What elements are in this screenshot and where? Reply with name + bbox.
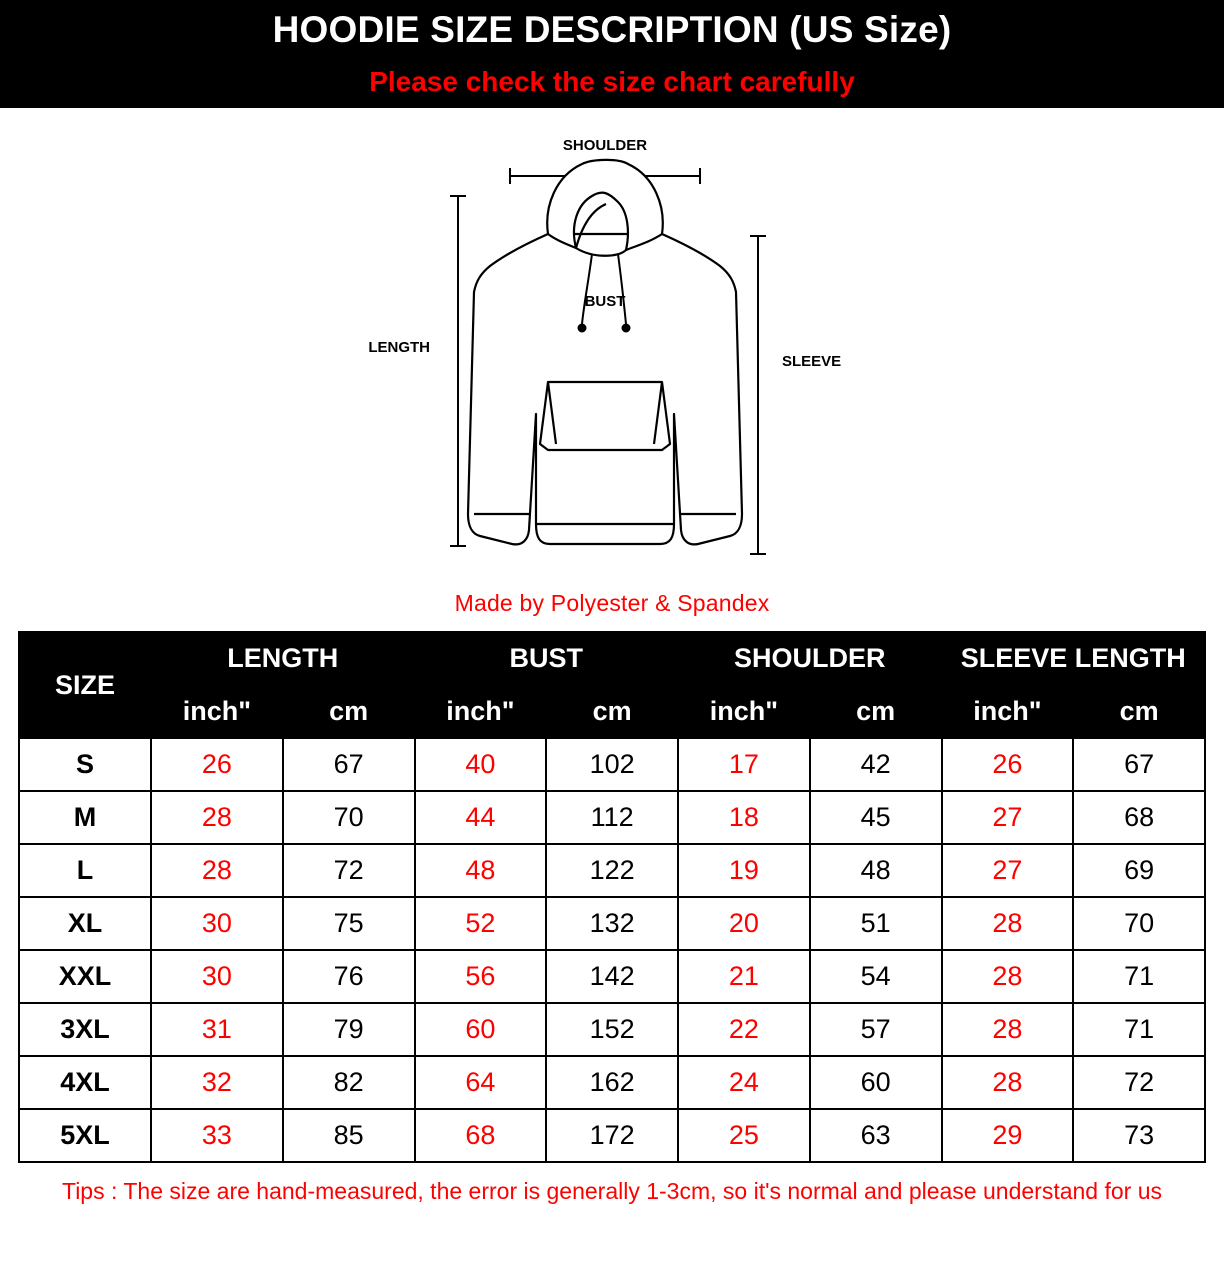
label-shoulder: SHOULDER [562, 137, 648, 154]
cell-size: L [19, 844, 151, 897]
cell-length-inch: 31 [151, 1003, 283, 1056]
cell-shoulder-cm: 54 [810, 950, 942, 1003]
hoodie-measurement-diagram [0, 108, 1224, 588]
cell-length-cm: 70 [283, 791, 415, 844]
cell-sleeve-cm: 71 [1073, 1003, 1205, 1056]
table-row [19, 844, 1205, 897]
cell-shoulder-inch: 20 [678, 897, 810, 950]
cell-sleeve-inch: 26 [942, 738, 1074, 791]
hoodie-illustration-svg [330, 114, 890, 584]
cell-sleeve-cm: 68 [1073, 791, 1205, 844]
cell-sleeve-cm: 73 [1073, 1109, 1205, 1162]
cell-sleeve-cm: 67 [1073, 738, 1205, 791]
cell-bust-cm: 122 [546, 844, 678, 897]
cell-sleeve-inch: 27 [942, 844, 1074, 897]
header-group-bust: BUST [415, 632, 679, 685]
cell-sleeve-inch: 28 [942, 1003, 1074, 1056]
table-row [19, 791, 1205, 844]
cell-shoulder-inch: 24 [678, 1056, 810, 1109]
cell-shoulder-cm: 51 [810, 897, 942, 950]
table-row [19, 1109, 1205, 1162]
header-size: SIZE [19, 632, 151, 738]
page-title: HOODIE SIZE DESCRIPTION (US Size) [0, 0, 1224, 60]
table-row [19, 1003, 1205, 1056]
cell-size: S [19, 738, 151, 791]
cell-bust-inch: 64 [415, 1056, 547, 1109]
cell-sleeve-inch: 27 [942, 791, 1074, 844]
cell-size: M [19, 791, 151, 844]
cell-shoulder-cm: 48 [810, 844, 942, 897]
cell-shoulder-cm: 45 [810, 791, 942, 844]
label-sleeve: SLEEVE [782, 353, 842, 370]
table-row [19, 897, 1205, 950]
cell-length-cm: 76 [283, 950, 415, 1003]
table-row [19, 1056, 1205, 1109]
cell-shoulder-cm: 60 [810, 1056, 942, 1109]
cell-bust-inch: 68 [415, 1109, 547, 1162]
cell-sleeve-cm: 71 [1073, 950, 1205, 1003]
material-note: Made by Polyester & Spandex [454, 590, 770, 616]
cell-size: XL [19, 897, 151, 950]
cell-bust-cm: 162 [546, 1056, 678, 1109]
cell-shoulder-inch: 25 [678, 1109, 810, 1162]
cell-bust-cm: 172 [546, 1109, 678, 1162]
cell-length-cm: 75 [283, 897, 415, 950]
header-group-sleeve-length: SLEEVE LENGTH [942, 632, 1206, 685]
header-group-shoulder: SHOULDER [678, 632, 942, 685]
cell-length-inch: 33 [151, 1109, 283, 1162]
table-header-groups [19, 632, 1205, 685]
cell-length-cm: 67 [283, 738, 415, 791]
cell-sleeve-cm: 69 [1073, 844, 1205, 897]
cell-bust-inch: 40 [415, 738, 547, 791]
cell-bust-inch: 56 [415, 950, 547, 1003]
cell-shoulder-inch: 21 [678, 950, 810, 1003]
cell-bust-inch: 48 [415, 844, 547, 897]
cell-length-inch: 28 [151, 844, 283, 897]
cell-bust-cm: 132 [546, 897, 678, 950]
cell-bust-cm: 152 [546, 1003, 678, 1056]
cell-size: XXL [19, 950, 151, 1003]
page-subtitle: Please check the size chart carefully [0, 60, 1224, 108]
cell-size: 3XL [19, 1003, 151, 1056]
cell-sleeve-inch: 28 [942, 950, 1074, 1003]
cell-length-cm: 82 [283, 1056, 415, 1109]
tips-note: Tips : The size are hand-measured, the error is generally 1-3cm, so it's normal and please understand for us [62, 1178, 1162, 1204]
cell-length-inch: 32 [151, 1056, 283, 1109]
header-unit-length-cm: cm [283, 685, 415, 738]
cell-sleeve-cm: 70 [1073, 897, 1205, 950]
cell-length-cm: 72 [283, 844, 415, 897]
header-unit-bust-inch: inch" [415, 685, 547, 738]
cell-bust-inch: 44 [415, 791, 547, 844]
cell-shoulder-inch: 22 [678, 1003, 810, 1056]
cell-bust-cm: 102 [546, 738, 678, 791]
size-table [18, 631, 1206, 1163]
cell-bust-inch: 60 [415, 1003, 547, 1056]
table-row [19, 950, 1205, 1003]
table-header-units [19, 685, 1205, 738]
cell-shoulder-inch: 18 [678, 791, 810, 844]
size-chart [18, 631, 1206, 1163]
header-unit-shoulder-inch: inch" [678, 685, 810, 738]
cell-bust-inch: 52 [415, 897, 547, 950]
cell-length-cm: 79 [283, 1003, 415, 1056]
cell-length-inch: 30 [151, 897, 283, 950]
label-length: LENGTH [368, 339, 430, 356]
table-row [19, 738, 1205, 791]
cell-bust-cm: 142 [546, 950, 678, 1003]
cell-length-inch: 30 [151, 950, 283, 1003]
header-unit-sleeve-cm: cm [1073, 685, 1205, 738]
header-unit-length-inch: inch" [151, 685, 283, 738]
cell-shoulder-cm: 57 [810, 1003, 942, 1056]
cell-sleeve-cm: 72 [1073, 1056, 1205, 1109]
header-unit-bust-cm: cm [546, 685, 678, 738]
cell-sleeve-inch: 29 [942, 1109, 1074, 1162]
cell-sleeve-inch: 28 [942, 1056, 1074, 1109]
cell-size: 5XL [19, 1109, 151, 1162]
label-bust: BUST [584, 293, 626, 310]
cell-size: 4XL [19, 1056, 151, 1109]
header-unit-sleeve-inch: inch" [942, 685, 1074, 738]
cell-length-cm: 85 [283, 1109, 415, 1162]
cell-bust-cm: 112 [546, 791, 678, 844]
cell-length-inch: 26 [151, 738, 283, 791]
cell-shoulder-cm: 42 [810, 738, 942, 791]
cell-shoulder-cm: 63 [810, 1109, 942, 1162]
header-unit-shoulder-cm: cm [810, 685, 942, 738]
cell-shoulder-inch: 17 [678, 738, 810, 791]
header-group-length: LENGTH [151, 632, 415, 685]
cell-shoulder-inch: 19 [678, 844, 810, 897]
cell-sleeve-inch: 28 [942, 897, 1074, 950]
cell-length-inch: 28 [151, 791, 283, 844]
